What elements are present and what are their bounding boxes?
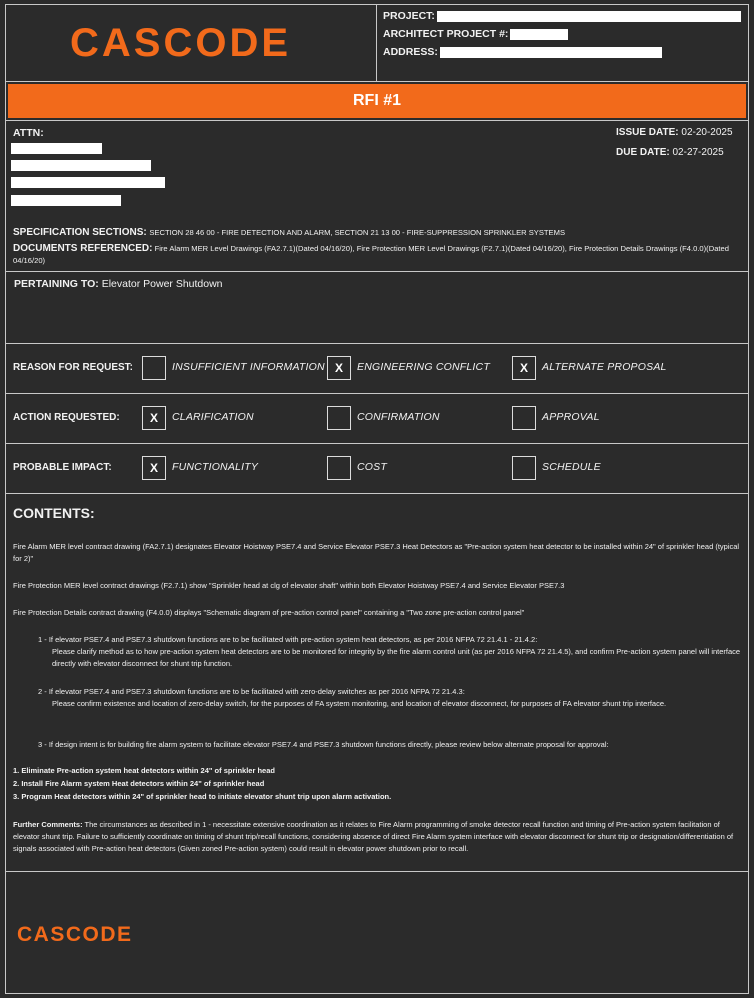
option-label: SCHEDULE (542, 461, 601, 473)
attn-section (6, 120, 748, 272)
further-comments: Further Comments: The circumstances as described in 1 - necessitate extensive coordination as it relates to Fire Alarm programming of smoke detector recall function and timing of Pre-action system facilitation of elevator shunt trip. Failure to sufficiently coordinate on timing of shunt trip/recall functions, considering absence of direct Fire Alarm system interface with elevator disconnect for shunt trip or designation/differentiation of signals associated with Pre-action heat detectors (Given zoned Pre-action system) could result in elevator power shutdown prior to recall. (13, 820, 734, 853)
architect-project-label: ARCHITECT PROJECT #: (383, 28, 509, 41)
redaction-bar (11, 177, 165, 188)
item-2-body: Please confirm existence and location of zero-delay switch, for the purposes of FA system monitoring, and location of elevator disconnect, for purposes of FA elevator shunt trip interface. (52, 699, 667, 708)
due-date: DUE DATE: 02-27-2025 (616, 147, 724, 158)
item-1 (38, 634, 742, 670)
checkbox[interactable] (512, 456, 536, 480)
option-label: COST (357, 461, 387, 473)
item-2 (38, 686, 742, 710)
redaction-bar (510, 29, 568, 40)
redaction-bar (11, 143, 102, 154)
checkbox[interactable] (327, 456, 351, 480)
checkbox[interactable]: X (142, 456, 166, 480)
checkbox[interactable]: X (142, 406, 166, 430)
attn-label: ATTN: (13, 127, 44, 139)
option-label: FUNCTIONALITY (172, 461, 259, 473)
proposal-step: 3. Program Heat detectors within 24" of sprinkler head to initiate elevator shunt trip upon alarm activation. (13, 792, 392, 801)
option-label: INSUFFICIENT INFORMATION (172, 361, 325, 373)
checkbox[interactable] (142, 356, 166, 380)
action-label: ACTION REQUESTED: (13, 412, 120, 423)
project-info-box (376, 5, 748, 81)
address-label: ADDRESS: (383, 46, 438, 59)
documents-referenced: DOCUMENTS REFERENCED: Fire Alarm MER Level Drawings (FA2.7.1)(Dated 04/16/20), Fire Protection MER Level Drawings (F2.7.1)(Dated 04/16/20), Fire Protection Details Drawings (F4.0.0)(Dated 04/16/20) (13, 243, 729, 265)
redaction-bar (437, 11, 741, 22)
pertaining-to: PERTAINING TO: Elevator Power Shutdown (14, 278, 223, 290)
address-line (383, 46, 662, 58)
pertaining-section (6, 272, 748, 344)
cascode-logo: CASCODE (70, 21, 292, 65)
project-label: PROJECT: (383, 10, 435, 23)
item-3: 3 - If design intent is for building fire alarm system to facilitate elevator PSE7.4 and PSE7.3 shutdown functions directly, please review below alternate proposal for approval: (38, 740, 609, 749)
checkbox[interactable]: X (327, 356, 351, 380)
rfi-title-banner: RFI #1 (8, 84, 746, 118)
option-label: ENGINEERING CONFLICT (357, 361, 490, 373)
proposal-step: 1. Eliminate Pre-action system heat detectors within 24" of sprinkler head (13, 766, 275, 775)
action-row (6, 394, 748, 444)
dates-block (616, 127, 733, 167)
impact-label: PROBABLE IMPACT: (13, 462, 112, 473)
rfi-document (5, 4, 749, 994)
item-2-title: 2 - If elevator PSE7.4 and PSE7.3 shutdown functions are to be facilitated with zero-delay switches as per 2016 NFPA 72 21.4.3: (38, 687, 465, 696)
impact-row (6, 444, 748, 494)
issue-date: ISSUE DATE: 02-20-2025 (616, 127, 733, 138)
header (6, 5, 748, 82)
footer-cascode-logo: CASCODE (17, 923, 133, 946)
redaction-bar (11, 195, 121, 206)
option-label: APPROVAL (542, 411, 600, 423)
contents-paragraph: Fire Alarm MER level contract drawing (FA2.7.1) designates Elevator Hoistway PSE7.4 and Service Elevator PSE7.3 Heat Detectors as "Pre-action system heat detector to be installed within 24" of sprinkler head (typical for 2)" (13, 542, 740, 563)
redaction-bar (440, 47, 662, 58)
contents-paragraph: Fire Protection Details contract drawing (F4.0.0) displays "Schematic diagram of pre-action control panel" containing a "Two zone pre-action control panel" (13, 608, 525, 617)
item-1-body: Please clarify method as to how pre-action system heat detectors are to be monitored for integrity by the fire alarm control unit (as per 2016 NFPA 72 21.4.5), and confirm Pre-action system panel will interface directly with elevator disconnect for shunt trip function. (52, 647, 741, 668)
option-label: CONFIRMATION (357, 411, 440, 423)
option-label: ALTERNATE PROPOSAL (542, 361, 667, 373)
reason-label: REASON FOR REQUEST: (13, 362, 134, 373)
project-line (383, 10, 741, 22)
contents-paragraph: Fire Protection MER level contract drawings (F2.7.1) show "Sprinkler head at clg of elevator shaft" within both Elevator Hoistway PSE7.4 and Service Elevator PSE7.3 (13, 581, 565, 590)
reason-row (6, 344, 748, 394)
checkbox[interactable] (512, 406, 536, 430)
specification-sections: SPECIFICATION SECTIONS: SECTION 28 46 00 - FIRE DETECTION AND ALARM, SECTION 21 13 00 - FIRE-SUPPRESSION SPRINKLER SYSTEMS (13, 227, 566, 238)
checkbox[interactable] (327, 406, 351, 430)
checkbox[interactable]: X (512, 356, 536, 380)
item-1-title: 1 - If elevator PSE7.4 and PSE7.3 shutdown functions are to be facilitated with pre-action system heat detectors, as per 2016 NFPA 72 21.4.1 - 21.4.2: (38, 635, 538, 644)
redaction-bar (11, 160, 151, 171)
architect-line (383, 28, 568, 40)
contents-section (6, 494, 748, 872)
contents-heading: CONTENTS: (13, 505, 95, 521)
option-label: CLARIFICATION (172, 411, 254, 423)
proposal-step: 2. Install Fire Alarm system Heat detectors within 24" of sprinkler head (13, 779, 265, 788)
